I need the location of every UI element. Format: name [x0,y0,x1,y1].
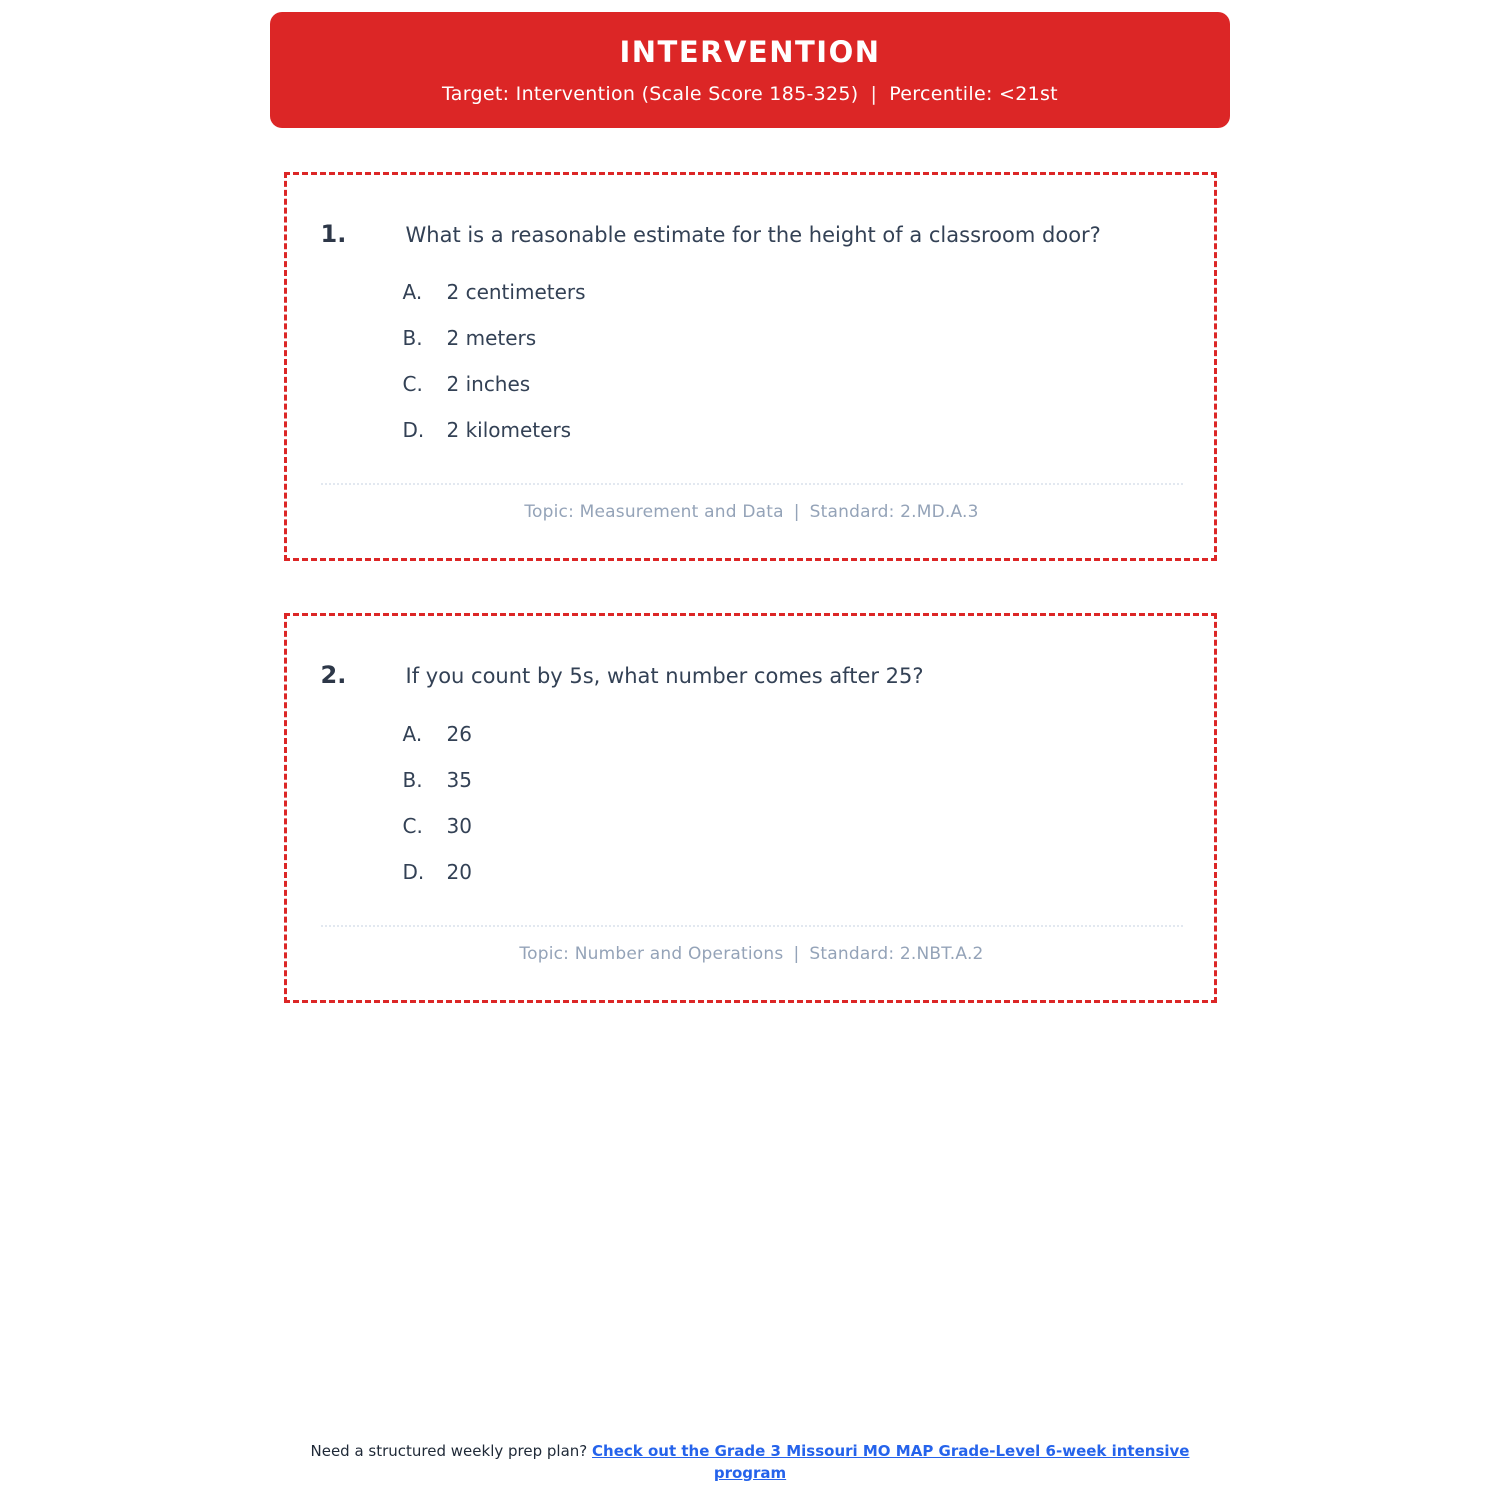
dotted-divider [321,483,1183,485]
standard-label: Standard: 2.MD.A.3 [809,502,979,523]
question-1-option-a [403,281,1183,303]
option-letter: A. [402,721,423,746]
topic-label: Topic: Measurement and Data [524,502,784,523]
question-1-meta [321,502,1183,522]
question-card-1 [284,172,1217,561]
question-2-number: 2. [320,661,347,690]
question-card-2 [284,613,1217,1002]
option-letter: C. [402,372,423,397]
question-1-row [321,220,1183,248]
option-text: 2 meters [446,326,537,351]
banner-title: INTERVENTION [619,35,881,69]
option-letter: B. [402,767,423,792]
footer [290,1441,1210,1485]
option-text: 20 [446,859,472,884]
option-letter: A. [402,280,423,305]
question-2-meta [321,944,1183,964]
banner-percentile-label: Percentile: <21st [889,83,1058,105]
meta-separator: | [793,943,800,964]
footer-prefix-text: Need a structured weekly prep plan? [310,1442,593,1460]
question-2-options [321,723,1183,883]
question-1-option-d [403,419,1183,441]
option-text: 2 kilometers [446,418,572,443]
question-1-option-c [403,373,1183,395]
question-2-option-d [403,861,1183,883]
option-letter: D. [402,859,425,884]
option-letter: B. [402,326,423,351]
question-1-text: What is a reasonable estimate for the height of a classroom door? [405,223,1101,247]
option-text: 26 [446,721,472,746]
question-2-text: If you count by 5s, what number comes after 25? [405,664,924,689]
question-2-row [321,661,1183,689]
option-text: 30 [446,813,472,838]
question-1-options [321,281,1183,441]
question-2-option-c [403,815,1183,837]
option-text: 35 [446,767,472,792]
banner-target-label: Target: Intervention (Scale Score 185-325) [442,83,859,105]
program-link[interactable]: Check out the Grade 3 Missouri MO MAP Grade-Level 6-week intensive program [592,1442,1190,1482]
question-1-option-b [403,327,1183,349]
intervention-banner [270,12,1230,128]
dotted-divider [321,925,1183,927]
option-letter: C. [402,813,423,838]
question-1-number: 1. [320,220,347,248]
option-text: 2 centimeters [446,280,586,305]
option-text: 2 inches [446,372,531,397]
option-letter: D. [402,418,425,443]
standard-label: Standard: 2.NBT.A.2 [809,943,984,964]
banner-subtitle-separator: | [870,83,878,105]
question-2-option-a [403,723,1183,745]
banner-subtitle [270,83,1230,105]
question-2-option-b [403,769,1183,791]
meta-separator: | [793,502,800,523]
topic-label: Topic: Number and Operations [519,943,784,964]
